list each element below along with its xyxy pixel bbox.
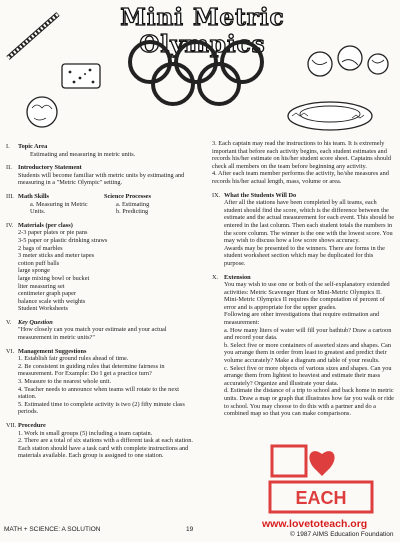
management-item: 4. Teacher needs to announce when teams will rotate to the next station. bbox=[18, 385, 180, 401]
material-item: cotton puff balls bbox=[18, 259, 60, 267]
management-section bbox=[6, 348, 196, 416]
material-item: large mixing bowl or bucket bbox=[18, 274, 90, 282]
section-text: Students will become familiar with metric units by estimating and measuring in a "Metric Olympic" setting. bbox=[18, 171, 185, 187]
extension-item: c. Select five or more objects of various sizes and shapes. Can you arrange them from lightest to heaviest and estimate their mass accurately? Organize and illustrate your data. bbox=[224, 364, 392, 387]
science-process-item: b. Predicting bbox=[116, 208, 149, 216]
material-item: 2-3 paper plates or pie pans bbox=[18, 229, 88, 237]
section-heading: Extension bbox=[224, 273, 251, 281]
footer-left: MATH + SCIENCE: A SOLUTION bbox=[4, 526, 101, 533]
section-text: You may wish to use one or both of the self-explanatory extended activities: Metric Scavenger Hunt or Mini-Metric Olympics II. Mini-Metric Olympics II requires the computation of percent of error and is appropriate for the upper grades. bbox=[224, 281, 390, 311]
section-text: "How closely can you match your estimate and your actual measurement in metric units?" bbox=[18, 326, 167, 342]
management-item: 5. Estimated time to complete activity is two (2) fifty minute class periods. bbox=[18, 400, 185, 416]
management-item: 2. Be consistent in guiding rules that determine fairness in measurement. For Example: Do I get a practice turn? bbox=[18, 362, 165, 378]
marbles-icon bbox=[308, 46, 388, 76]
cotton-ball-icon bbox=[27, 97, 57, 127]
materials-section bbox=[6, 222, 196, 313]
svg-text:EACH: EACH bbox=[295, 488, 347, 508]
management-item: 1. Establish fair ground rules ahead of time. bbox=[18, 355, 129, 363]
procedure-section bbox=[6, 422, 196, 460]
what-students-do-section bbox=[212, 192, 396, 268]
math-skills-heading: Math Skills bbox=[18, 192, 49, 200]
section-number: IV. bbox=[6, 221, 14, 229]
straw-icon bbox=[8, 14, 58, 58]
extension-item: b. Select five or more containers of assorted sizes and shapes. Can you arrange them in order from least to greatest and predict their volume accurately? Make a diagram and table of your results. bbox=[224, 341, 391, 365]
olympic-rings-icon bbox=[130, 42, 262, 104]
procedure-item: 3. Each captain may read the instructions to his team. It is extremely important that before each activity begins, each student estimates and records his/her estimate on his/her student score sheet. Captains should check all members on the team before beginning any activity. bbox=[212, 140, 392, 170]
sponge-icon bbox=[62, 64, 100, 88]
procedure-item: 1. Work in small groups (5) including a team captain. bbox=[18, 429, 153, 437]
section-text: Awards may be presented to the winners. There are forms in the student worksheet section which may be duplicated for this purpose. bbox=[224, 244, 385, 267]
skills-section bbox=[6, 193, 196, 216]
material-item: 3-5 paper or plastic drinking straws bbox=[18, 236, 108, 244]
section-text: Following are other investigations that require estimation and measurement: bbox=[224, 311, 380, 327]
paper-plate-icon bbox=[288, 102, 372, 130]
procedure-item: 2. There are a total of six stations with a different task at each station. Each station should have a task card with complete instructions and materials available. Each group is assigned to one station. bbox=[18, 437, 193, 460]
intro-section bbox=[6, 164, 196, 187]
math-skill-item: a. Measuring in Metric Units. bbox=[30, 200, 88, 216]
material-item: large sponge bbox=[18, 267, 50, 275]
section-number: VI. bbox=[6, 347, 15, 355]
section-heading: Key Question bbox=[18, 318, 53, 326]
section-number: X. bbox=[212, 273, 219, 281]
science-process-item: a. Estimating bbox=[116, 200, 150, 208]
extension-item: d. Estimate the distance of a trip to school and back home in metric units. Draw a map or graph that illustrates how far you walk or ride to school. You may choose to do this with a partner and do a combined map so that you can make comparisons. bbox=[224, 387, 394, 418]
material-item: 2 bags of marbles bbox=[18, 244, 63, 252]
section-heading: Materials (per class) bbox=[18, 221, 73, 229]
right-column bbox=[212, 140, 396, 418]
love-to-teach-logo bbox=[262, 440, 380, 520]
science-processes-heading: Science Processes bbox=[104, 192, 151, 200]
page-number: 19 bbox=[186, 526, 194, 533]
olympics-illustration bbox=[0, 0, 400, 140]
material-item: Student Worksheets bbox=[18, 305, 68, 313]
section-heading: Procedure bbox=[18, 422, 46, 429]
procedure-item: 4. After each team member performs the activity, he/she measures and records his/her actual length, mass, volume or area. bbox=[212, 170, 389, 185]
footer-copyright: © 1987 AIMS Education Foundation bbox=[290, 531, 394, 538]
section-number: IX. bbox=[212, 191, 221, 199]
section-number: II. bbox=[6, 164, 12, 172]
section-heading: What the Students Will Do bbox=[224, 191, 297, 199]
topic-area-section bbox=[6, 143, 196, 158]
section-number: III. bbox=[6, 192, 14, 200]
page-title: Mini Metric Olympics bbox=[120, 4, 285, 58]
left-column bbox=[6, 140, 196, 460]
extension-section bbox=[212, 274, 396, 418]
material-item: balance scale with weights bbox=[18, 297, 86, 305]
material-item: 3 meter sticks and meter tapes bbox=[18, 252, 95, 260]
management-item: 3. Measure to the nearest whole unit. bbox=[18, 378, 112, 386]
section-text: Estimating and measuring in metric units. bbox=[30, 150, 136, 158]
material-item: liter measuring set bbox=[18, 282, 65, 290]
section-heading: Topic Area bbox=[18, 143, 48, 150]
material-item: centimeter graph paper bbox=[18, 290, 77, 298]
section-number: I. bbox=[6, 143, 10, 150]
extension-item: a. How many liters of water will fill your bathtub? Draw a cartoon and record your data. bbox=[224, 326, 392, 342]
section-heading: Introductory Statement bbox=[18, 164, 82, 172]
section-text: After all the stations have been completed by all teams, each student should find the score, which is the difference between the estimate and the actual measurement for each event. This should be entered in the last column. Then each student totals the numbers in the score column. The winner is the one with the lowest score. You may wish to discuss how a low score shows accuracy. bbox=[224, 199, 395, 245]
watermark-url: www.lovetoteach.org bbox=[262, 518, 368, 530]
section-number: V. bbox=[6, 318, 12, 326]
section-heading: Management Suggestions bbox=[18, 347, 87, 355]
key-question-section bbox=[6, 319, 196, 342]
section-number: VII. bbox=[6, 422, 17, 429]
